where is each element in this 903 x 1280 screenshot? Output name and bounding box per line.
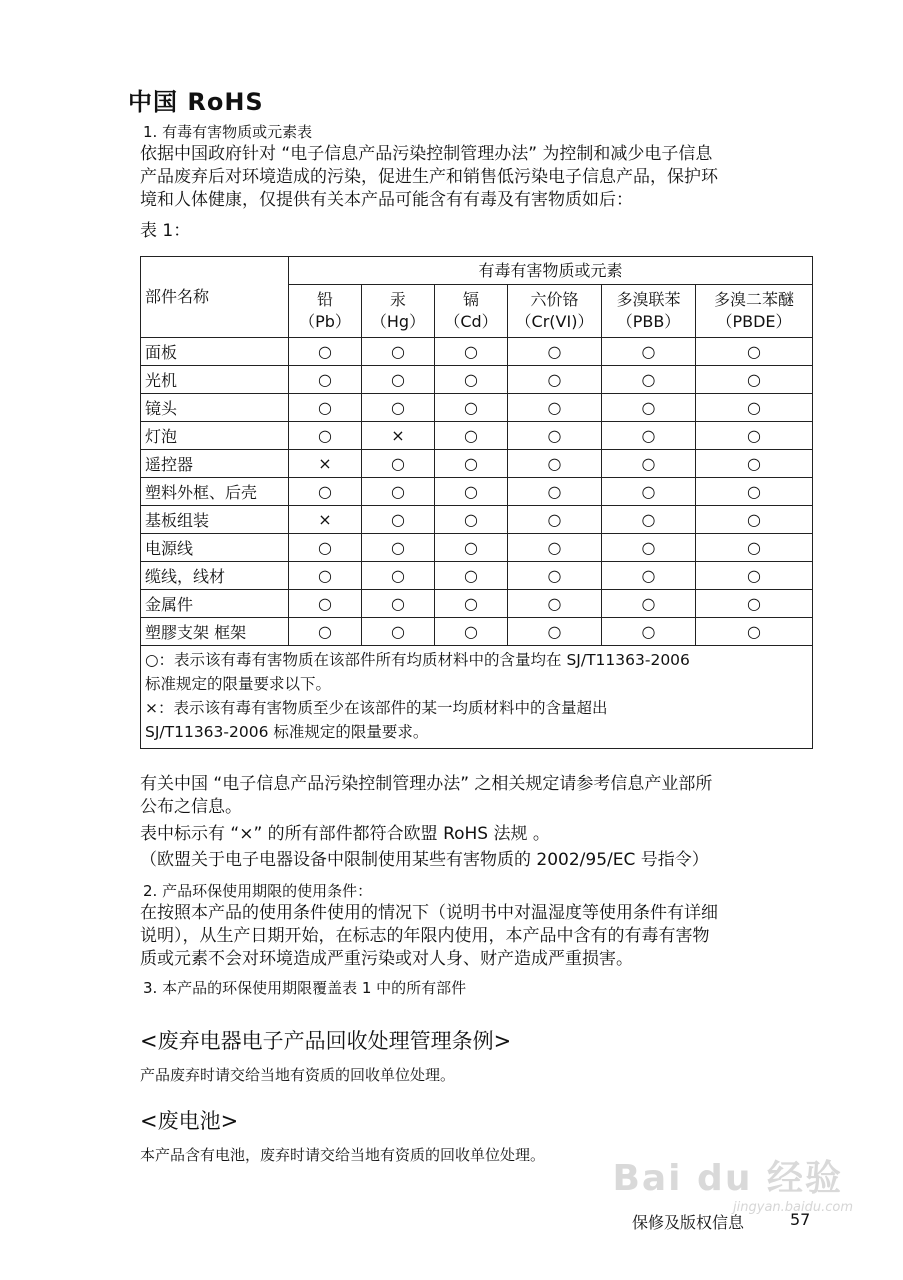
- substance-status-cell: ○: [508, 506, 602, 534]
- after-table-line-2: 公布之信息。: [140, 797, 242, 817]
- substance-status-cell: ○: [289, 366, 362, 394]
- column-header: 铅 （Pb）: [289, 285, 362, 338]
- substance-status-cell: ○: [362, 506, 435, 534]
- column-header: 六价铬 （Cr(VI)）: [508, 285, 602, 338]
- substance-status-cell: ○: [602, 422, 696, 450]
- substance-status-cell: ○: [435, 590, 508, 618]
- substance-status-cell: ○: [362, 618, 435, 646]
- column-header: 镉 （Cd）: [435, 285, 508, 338]
- intro-line-1: 依据中国政府针对 “电子信息产品污染控制管理办法” 为控制和减少电子信息: [140, 144, 713, 164]
- part-name-cell: 金属件: [141, 590, 289, 618]
- substance-status-cell: ○: [602, 394, 696, 422]
- footer-label: 保修及版权信息: [632, 1213, 745, 1232]
- substance-group-header: 有毒有害物质或元素: [289, 257, 813, 285]
- table-row: [141, 366, 813, 394]
- substance-status-cell: ○: [602, 478, 696, 506]
- substance-status-cell: ○: [602, 534, 696, 562]
- part-name-cell: 电源线: [141, 534, 289, 562]
- substance-status-cell: ○: [508, 562, 602, 590]
- part-name-header: 部件名称: [141, 257, 289, 338]
- substance-status-cell: ○: [696, 534, 813, 562]
- table-row: [141, 506, 813, 534]
- part-name-cell: 塑膠支架 框架: [141, 618, 289, 646]
- substance-status-cell: ○: [362, 562, 435, 590]
- substance-status-cell: ×: [289, 506, 362, 534]
- recycle-heading: <废弃电器电子产品回收处理管理条例>: [140, 1029, 512, 1053]
- substance-status-cell: ○: [602, 618, 696, 646]
- table-row: [141, 534, 813, 562]
- section-2-line-2: 说明），从生产日期开始，在标志的年限内使用，本产品中含有的有毒有害物: [140, 926, 710, 946]
- substance-status-cell: ○: [508, 478, 602, 506]
- substance-status-cell: ○: [435, 338, 508, 366]
- substance-status-cell: ○: [508, 450, 602, 478]
- substance-status-cell: ○: [435, 422, 508, 450]
- substance-status-cell: ○: [435, 394, 508, 422]
- substance-status-cell: ○: [602, 366, 696, 394]
- table-body: [141, 338, 813, 646]
- table-row: [141, 562, 813, 590]
- substance-status-cell: ○: [696, 590, 813, 618]
- section-2-heading: 2. 产品环保使用期限的使用条件：: [143, 882, 373, 900]
- part-name-cell: 基板组装: [141, 506, 289, 534]
- baidu-watermark: Bai du 经验: [612, 1158, 843, 1199]
- substance-status-cell: ○: [696, 450, 813, 478]
- after-table-line-1: 有关中国 “电子信息产品污染控制管理办法” 之相关规定请参考信息产业部所: [140, 774, 713, 794]
- substance-status-cell: ○: [508, 366, 602, 394]
- substance-status-cell: ○: [289, 394, 362, 422]
- battery-heading: <废电池>: [140, 1109, 239, 1133]
- substance-status-cell: ○: [696, 338, 813, 366]
- substance-status-cell: ○: [508, 338, 602, 366]
- substance-status-cell: ○: [696, 506, 813, 534]
- substance-status-cell: ○: [362, 450, 435, 478]
- table-row: [141, 618, 813, 646]
- substance-status-cell: ○: [696, 618, 813, 646]
- table-notes: [141, 646, 813, 749]
- recycle-text: 产品废弃时请交给当地有资质的回收单位处理。: [140, 1066, 456, 1084]
- table-row: [141, 422, 813, 450]
- table-row: [141, 450, 813, 478]
- part-name-cell: 面板: [141, 338, 289, 366]
- substance-status-cell: ○: [289, 478, 362, 506]
- substance-status-cell: ○: [435, 534, 508, 562]
- rohs-table: [140, 256, 813, 749]
- substance-status-cell: ○: [508, 422, 602, 450]
- substance-status-cell: ○: [289, 534, 362, 562]
- substance-status-cell: ○: [289, 338, 362, 366]
- intro-line-3: 境和人体健康，仅提供有关本产品可能含有有毒及有害物质如后：: [140, 190, 633, 210]
- section-1-heading: 1. 有毒有害物质或元素表: [143, 123, 313, 141]
- substance-status-cell: ○: [362, 534, 435, 562]
- watermark-url: jingyan.baidu.com: [733, 1200, 853, 1215]
- substance-status-cell: ×: [289, 450, 362, 478]
- substance-status-cell: ○: [696, 562, 813, 590]
- substance-status-cell: ×: [362, 422, 435, 450]
- substance-status-cell: ○: [696, 366, 813, 394]
- substance-status-cell: ○: [602, 450, 696, 478]
- substance-status-cell: ○: [362, 338, 435, 366]
- substance-status-cell: ○: [289, 422, 362, 450]
- substance-status-cell: ○: [289, 618, 362, 646]
- substance-status-cell: ○: [289, 590, 362, 618]
- part-name-cell: 缆线，线材: [141, 562, 289, 590]
- column-header: 多溴联苯 （PBB）: [602, 285, 696, 338]
- page-title: 中国 RoHS: [128, 88, 264, 116]
- section-3-heading: 3. 本产品的环保使用期限覆盖表 1 中的所有部件: [143, 979, 467, 997]
- substance-status-cell: ○: [362, 478, 435, 506]
- substance-status-cell: ○: [362, 366, 435, 394]
- table-row: [141, 590, 813, 618]
- part-name-cell: 光机: [141, 366, 289, 394]
- substance-status-cell: ○: [602, 590, 696, 618]
- part-name-cell: 灯泡: [141, 422, 289, 450]
- substance-status-cell: ○: [508, 394, 602, 422]
- intro-line-2: 产品废弃后对环境造成的污染，促进生产和销售低污染电子信息产品，保护环: [140, 167, 718, 187]
- substance-status-cell: ○: [508, 618, 602, 646]
- substance-status-cell: ○: [696, 422, 813, 450]
- column-header: 汞 （Hg）: [362, 285, 435, 338]
- substance-status-cell: ○: [435, 506, 508, 534]
- part-name-cell: 塑料外框、后壳: [141, 478, 289, 506]
- column-header: 多溴二苯醚 （PBDE）: [696, 285, 813, 338]
- substance-status-cell: ○: [362, 590, 435, 618]
- note-line-2: 标准规定的限量要求以下。: [145, 675, 332, 693]
- note-line-3: ×：表示该有毒有害物质至少在该部件的某一均质材料中的含量超出: [145, 699, 608, 717]
- note-line-1: ○：表示该有毒有害物质在该部件所有均质材料中的含量均在 SJ/T11363-2006: [145, 651, 690, 669]
- substance-status-cell: ○: [362, 394, 435, 422]
- after-table-line-4: （欧盟关于电子电器设备中限制使用某些有害物质的 2002/95/EC 号指令）: [140, 850, 709, 870]
- substance-status-cell: ○: [602, 506, 696, 534]
- after-table-line-3: 表中标示有 “×” 的所有部件都符合欧盟 RoHS 法规 。: [140, 824, 550, 844]
- substance-status-cell: ○: [435, 450, 508, 478]
- substance-status-cell: ○: [508, 590, 602, 618]
- section-2-line-3: 质或元素不会对环境造成严重污染或对人身、财产造成严重损害。: [140, 949, 633, 969]
- substance-status-cell: ○: [435, 478, 508, 506]
- part-name-cell: 镜头: [141, 394, 289, 422]
- substance-status-cell: ○: [602, 562, 696, 590]
- table-row: [141, 478, 813, 506]
- substance-status-cell: ○: [696, 394, 813, 422]
- table-row: [141, 394, 813, 422]
- substance-status-cell: ○: [696, 478, 813, 506]
- substance-status-cell: ○: [435, 618, 508, 646]
- substance-status-cell: ○: [435, 366, 508, 394]
- substance-status-cell: ○: [289, 562, 362, 590]
- table-row: [141, 338, 813, 366]
- substance-status-cell: ○: [602, 338, 696, 366]
- section-2-line-1: 在按照本产品的使用条件使用的情况下（说明书中对温湿度等使用条件有详细: [140, 903, 718, 923]
- table-label: 表 1：: [140, 221, 191, 241]
- part-name-cell: 遥控器: [141, 450, 289, 478]
- battery-text: 本产品含有电池，废弃时请交给当地有资质的回收单位处理。: [140, 1146, 546, 1164]
- substance-status-cell: ○: [508, 534, 602, 562]
- note-line-4: SJ/T11363-2006 标准规定的限量要求。: [145, 723, 429, 741]
- page-number: 57: [790, 1210, 811, 1229]
- substance-status-cell: ○: [435, 562, 508, 590]
